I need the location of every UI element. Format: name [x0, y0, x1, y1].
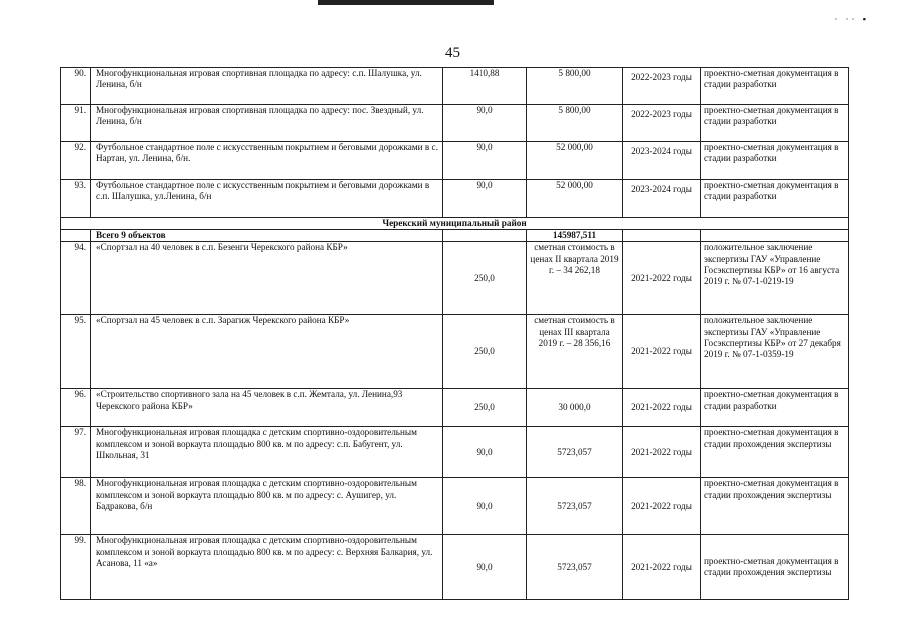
objects-table	[60, 67, 849, 600]
object-status: проектно-сметная документация в стадии прохождения экспертизы	[701, 427, 849, 478]
object-cost: 5723,057	[527, 478, 623, 535]
corner-marks: · ·· ▪	[834, 14, 869, 24]
page-number: 45	[445, 45, 460, 61]
object-status: проектно-сметная документация в стадии разработки	[701, 180, 849, 218]
object-name: «Строительство спортивного зала на 45 человек в с.п. Жемтала, ул. Ленина,93 Черекского района КБР»	[91, 389, 443, 427]
object-cost: 52 000,00	[527, 180, 623, 218]
section-row	[61, 218, 849, 230]
row-number: 92.	[61, 142, 91, 180]
row-number: 98.	[61, 478, 91, 535]
object-status: проектно-сметная документация в стадии разработки	[701, 142, 849, 180]
object-cost: сметная стоимость в ценах III квартала 2019 г. – 28 356,16	[527, 315, 623, 389]
object-status: положительное заключение экспертизы ГАУ «Управление Госэкспертизы КБР» от 27 декабря 2019 г. № 07-1-0359-19	[701, 315, 849, 389]
table-row	[61, 535, 849, 600]
object-years: 2021-2022 годы	[623, 427, 701, 478]
section-title: Черекский муниципальный район	[61, 218, 849, 230]
object-name: Футбольное стандартное поле с искусственным покрытием и беговыми дорожками в с. Нартан, ул. Ленина, б/н.	[91, 142, 443, 180]
table-row	[61, 142, 849, 180]
object-cost: 5723,057	[527, 427, 623, 478]
object-area: 90,0	[443, 180, 527, 218]
object-years: 2021-2022 годы	[623, 242, 701, 315]
object-years: 2022-2023 годы	[623, 105, 701, 142]
object-name: Многофункциональная игровая площадка с детским спортивно-оздоровительным комплексом и зоной воркаута площадью 800 кв. м по адресу: с.п. Бабугент, ул. Школьная, 31	[91, 427, 443, 478]
table-row	[61, 68, 849, 105]
object-area: 250,0	[443, 242, 527, 315]
row-number: 97.	[61, 427, 91, 478]
object-name: Многофункциональная игровая площадка с детским спортивно-оздоровительным комплексом и зоной воркаута площадью 800 кв. м по адресу: с. Верхняя Балкария, ул. Асанова, 11 «а»	[91, 535, 443, 600]
object-name: Многофункциональная игровая спортивная площадка по адресу: пос. Звездный, ул. Ленина, б/н	[91, 105, 443, 142]
object-status: проектно-сметная документация в стадии прохождения экспертизы	[701, 535, 849, 600]
object-area: 90,0	[443, 478, 527, 535]
total-label: Всего 9 объектов	[91, 230, 443, 242]
object-name: «Спортзал на 40 человек в с.п. Безенги Черекского района КБР»	[91, 242, 443, 315]
object-years: 2021-2022 годы	[623, 478, 701, 535]
object-status: проектно-сметная документация в стадии разработки	[701, 105, 849, 142]
object-cost: 5 800,00	[527, 105, 623, 142]
object-status: проектно-сметная документация в стадии разработки	[701, 68, 849, 105]
object-years: 2023-2024 годы	[623, 142, 701, 180]
table-row	[61, 105, 849, 142]
object-area: 90,0	[443, 105, 527, 142]
row-number: 96.	[61, 389, 91, 427]
object-area: 90,0	[443, 427, 527, 478]
object-years: 2021-2022 годы	[623, 389, 701, 427]
row-number: 95.	[61, 315, 91, 389]
row-number: 90.	[61, 68, 91, 105]
table-row	[61, 478, 849, 535]
object-cost: сметная стоимость в ценах II квартала 2019 г. – 34 262,18	[527, 242, 623, 315]
table-row	[61, 389, 849, 427]
object-cost: 52 000,00	[527, 142, 623, 180]
table-row	[61, 427, 849, 478]
row-number: 93.	[61, 180, 91, 218]
object-years: 2021-2022 годы	[623, 315, 701, 389]
row-number: 91.	[61, 105, 91, 142]
object-cost: 30 000,0	[527, 389, 623, 427]
object-area: 90,0	[443, 535, 527, 600]
object-area: 250,0	[443, 389, 527, 427]
object-name: «Спортзал на 45 человек в с.п. Зарагиж Черекского района КБР»	[91, 315, 443, 389]
object-area: 90,0	[443, 142, 527, 180]
object-cost: 5 800,00	[527, 68, 623, 105]
row-number: 94.	[61, 242, 91, 315]
object-area: 250,0	[443, 315, 527, 389]
total-cost: 145987,511	[527, 230, 623, 242]
object-status: положительное заключение экспертизы ГАУ «Управление Госэкспертизы КБР» от 16 августа 2019 г. № 07-1-0219-19	[701, 242, 849, 315]
object-name: Многофункциональная игровая площадка с детским спортивно-оздоровительным комплексом и зоной воркаута площадью 800 кв. м по адресу: с. Аушигер, ул. Бадракова, б/н	[91, 478, 443, 535]
object-cost: 5723,057	[527, 535, 623, 600]
object-name: Многофункциональная игровая спортивная площадка по адресу: с.п. Шалушка, ул. Ленина, б/н	[91, 68, 443, 105]
object-years: 2021-2022 годы	[623, 535, 701, 600]
object-status: проектно-сметная документация в стадии прохождения экспертизы	[701, 478, 849, 535]
object-years: 2023-2024 годы	[623, 180, 701, 218]
row-number: 99.	[61, 535, 91, 600]
table-row	[61, 242, 849, 315]
table-row	[61, 315, 849, 389]
total-row	[61, 230, 849, 242]
table-row	[61, 180, 849, 218]
header-scan-mark	[318, 0, 494, 5]
object-area: 1410,88	[443, 68, 527, 105]
object-name: Футбольное стандартное поле с искусственным покрытием и беговыми дорожками в с.п. Шалушка, ул.Ленина, б/н	[91, 180, 443, 218]
object-status: проектно-сметная документация в стадии разработки	[701, 389, 849, 427]
object-years: 2022-2023 годы	[623, 68, 701, 105]
